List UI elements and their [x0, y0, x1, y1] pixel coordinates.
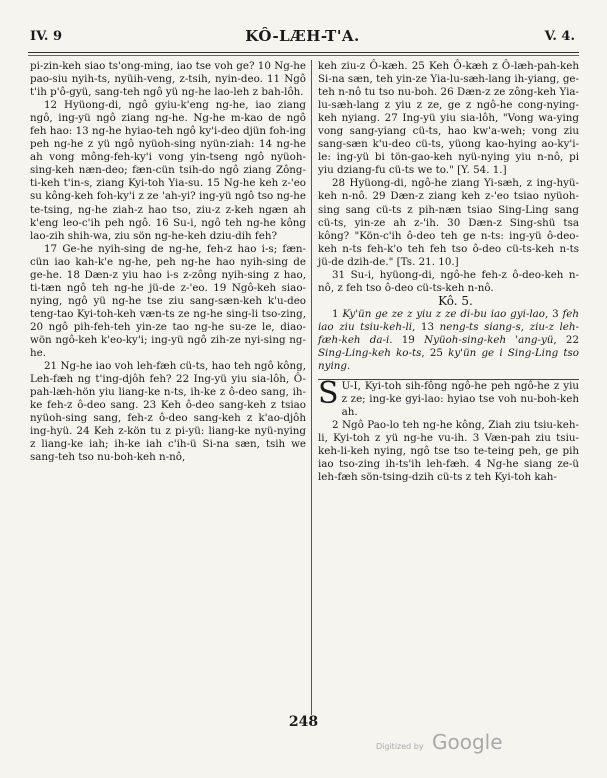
- paragraph: keh ziu-z Ô-kæh. 25 Keh Ô-kæh z Ô-læh-pah-keh Si-na sæn, teh yin-ze Yia-lu-sæh-lang ih-yiang, ge-teh n-nô tu tso nu-boh. 26 Dæn-z ze zông-keh Yia-lu-sæh-lang z yiu z ze, ge z ngô-he cong-nying-keh nyiang. 27 Ing-yü yiu sia-lôh, "Vong wa-ying vong sang-yiang cü-ts, hao kw'a-weh; vong ziu sang-sæn k'u-deo cü-ts, yüong kao-hying ao-ky'i-le: ing-yü bi tön-gao-keh nyü-nying yiu n-nô, pi yiu dziang-fu cü-ts we to." [Y. 54. 1.]: [318, 60, 579, 177]
- summary-verse-number: , 22: [553, 333, 580, 346]
- column-divider: [311, 60, 312, 715]
- chapter-summary: [318, 308, 579, 380]
- google-logo: Google: [432, 730, 503, 754]
- page-number: 248: [288, 714, 319, 730]
- header-rule: [28, 52, 579, 53]
- header-chapter-ref-right: V. 4.: [544, 29, 575, 44]
- paragraph: 12 Hyüong-di, ngô gyiu-k'eng ng-he, iao ziang ngô, ing-yü ngô ziang ng-he. Ng-he m-kao de ngô feh hao: 13 ng-he hyiao-teh ngô ky'i-deo djün foh-ing peh ng-he z yü ngô nyüoh-sing nyün-ziah: 14 ng-he ah vong mông-feh-ky'i vong yin-tseng ngô nyüoh-sing-keh næn-deo; fæn-cün tsih-do ngô ziang Zông-ti-keh t'in-s, ziang Kyi-toh Yia-su. 15 Ng-he keh z-'eo su kông-keh foh-ky'i z ze 'ah-yi? ing-yü ngô tso ng-he te-tsing, ng-he ziah-z hao tso, ziu-z z-keh ngæn ah k'eng leo-c'ih peh ngô. 16 Su-i, ngô teh ng-he kông lao-zih shih-wa, ziu sön ng-he-keh dziu-dih feh?: [30, 99, 306, 242]
- summary-text: neng-ts siang-s, ziu-z leh-fæh-keh da-i: [318, 320, 579, 346]
- header-rule-secondary: [28, 55, 579, 56]
- digitized-watermark: [376, 730, 506, 758]
- summary-text: Sing-Ling-keh ko-ts: [318, 347, 422, 360]
- paragraph: 17 Ge-he nyih-sing de ng-he, feh-z hao i-s; fæn-cün iao kah-k'e ng-he, peh ng-he hao nyih-sing de ge-he. 18 Dæn-z yiu hao i-s z-zông nyih-sing z hao, ti-tæn ngô teh ng-he jü-de z-'eo. 19 Ngô-keh siao-nying, ngô yü ng-he tse ziu sang-sæn-keh k'u-deo teng-tao Kyi-toh-keh væn-ts ze ng-he sing-li tso-zing, 20 ngô pih-feh-teh yin-ze tao ng-he su-ze le, diao-wön ngô-keh k'eo-ky'i; ing-yü ngô zih-ze nyi-sing ng-he.: [30, 242, 306, 360]
- paragraph-with-dropcap: [318, 376, 579, 419]
- paragraph: pi-zin-keh siao ts'ong-ming, iao tse voh ge? 10 Ng-he pao-siu nyih-ts, nyüih-veng, z-tsih, nyin-deo. 11 Ngô t'ih p'ô-gyü, sang-teh ngô yü ng-he lao-leh z bah-lôh.: [30, 60, 306, 99]
- header-chapter-ref-left: IV. 9: [30, 29, 62, 44]
- drop-cap: S: [318, 376, 339, 412]
- summary-verse-number: , 13: [412, 320, 440, 333]
- watermark-prefix: Digitized by: [376, 742, 424, 751]
- right-column: [318, 60, 579, 485]
- summary-verse-number: 1: [332, 307, 343, 320]
- summary-verse-number: , 3: [545, 307, 563, 320]
- running-header: [30, 27, 575, 49]
- summary-verse-number: , 25: [421, 347, 449, 360]
- summary-text: feh iao ziu tsiu-keh-li: [318, 307, 580, 333]
- header-book-title: KÔ-LÆH-T'A.: [245, 27, 360, 45]
- paragraph: 28 Hyüong-di, ngô-he ziang Yi-sæh, z ing-hyü-keh n-nô. 29 Dæn-z ziang keh z-'eo tsiao nyüoh-sing sang cü-ts z pih-næn tsiao Sing-Ling sang cü-ts, yin-ze ah z-'ih. 30 Dæn-z Sing-shü tsa kông? "Kön-c'ih ô-deo teh ge n-ts: ing-yü ô-deo-keh n-ts feh-k'o teh feh tso ô-deo cü-ts-keh n-ts jü-de dzih-de." [Ts. 21. 10.]: [318, 177, 579, 268]
- paragraph: 2 Ngô Pao-lo teh ng-he kông, Ziah ziu tsiu-keh-li, Kyi-toh z yü ng-he vu-ih. 3 Væn-pah ziu tsiu-keh-li-keh nying, ngô tse tso te-teing peh, ge pih iao tso-zing ih-ts'ih leh-fæh. 4 Ng-he siang ze-ü leh-fæh sön-tsing-dzih cü-ts z teh Kyi-toh kah-: [318, 419, 579, 484]
- paragraph: 21 Ng-he iao voh leh-fæh cü-ts, hao teh ngô kông, Leh-fæh ng t'ing-djôh feh? 22 Ing-yü yiu sia-lôh, Ô-pah-læh-hön yiu liang-ke n-ts, ih-ke z ô-deo sang, ih-ke feh-z ô-deo sang. 23 Keh ô-deo sang-keh z tsiao nyüoh-sing sang, feh-z ô-deo sang-keh z k'ao-djôh ing-hyü. 24 Keh z-kön tu z pi-yü: liang-ke nyü-nying z liang-ke iah; ih-ke iah c'ih-ü Si-na sæn, tsih we sang-teh tso nu-boh-keh n-nô,: [30, 360, 306, 464]
- chapter-heading: Kô. 5.: [438, 293, 473, 308]
- paragraph: 31 Su-i, hyüong-di, ngô-he feh-z ô-deo-keh n-nô, z feh tso ô-deo cü-ts-keh n-nô.: [318, 268, 579, 294]
- paragraph-text: U-I, Kyi-toh sih-fông ngô-he peh ngô-he z yiu z ze; ing-ke gyi-lao: hyiao tse voh nu-boh-keh ah.: [341, 380, 579, 419]
- summary-text: Ky'ün ge ze z yiu z ze di-bu iao gyi-lao: [342, 307, 545, 320]
- summary-punctuation: .: [346, 360, 351, 373]
- summary-text: ky'ün ge i Sing-Ling tso nying: [318, 347, 580, 373]
- left-column: [30, 60, 306, 464]
- summary-text: Nyüoh-sing-keh 'ang-yü: [424, 333, 554, 346]
- summary-verse-number: . 19: [389, 333, 425, 346]
